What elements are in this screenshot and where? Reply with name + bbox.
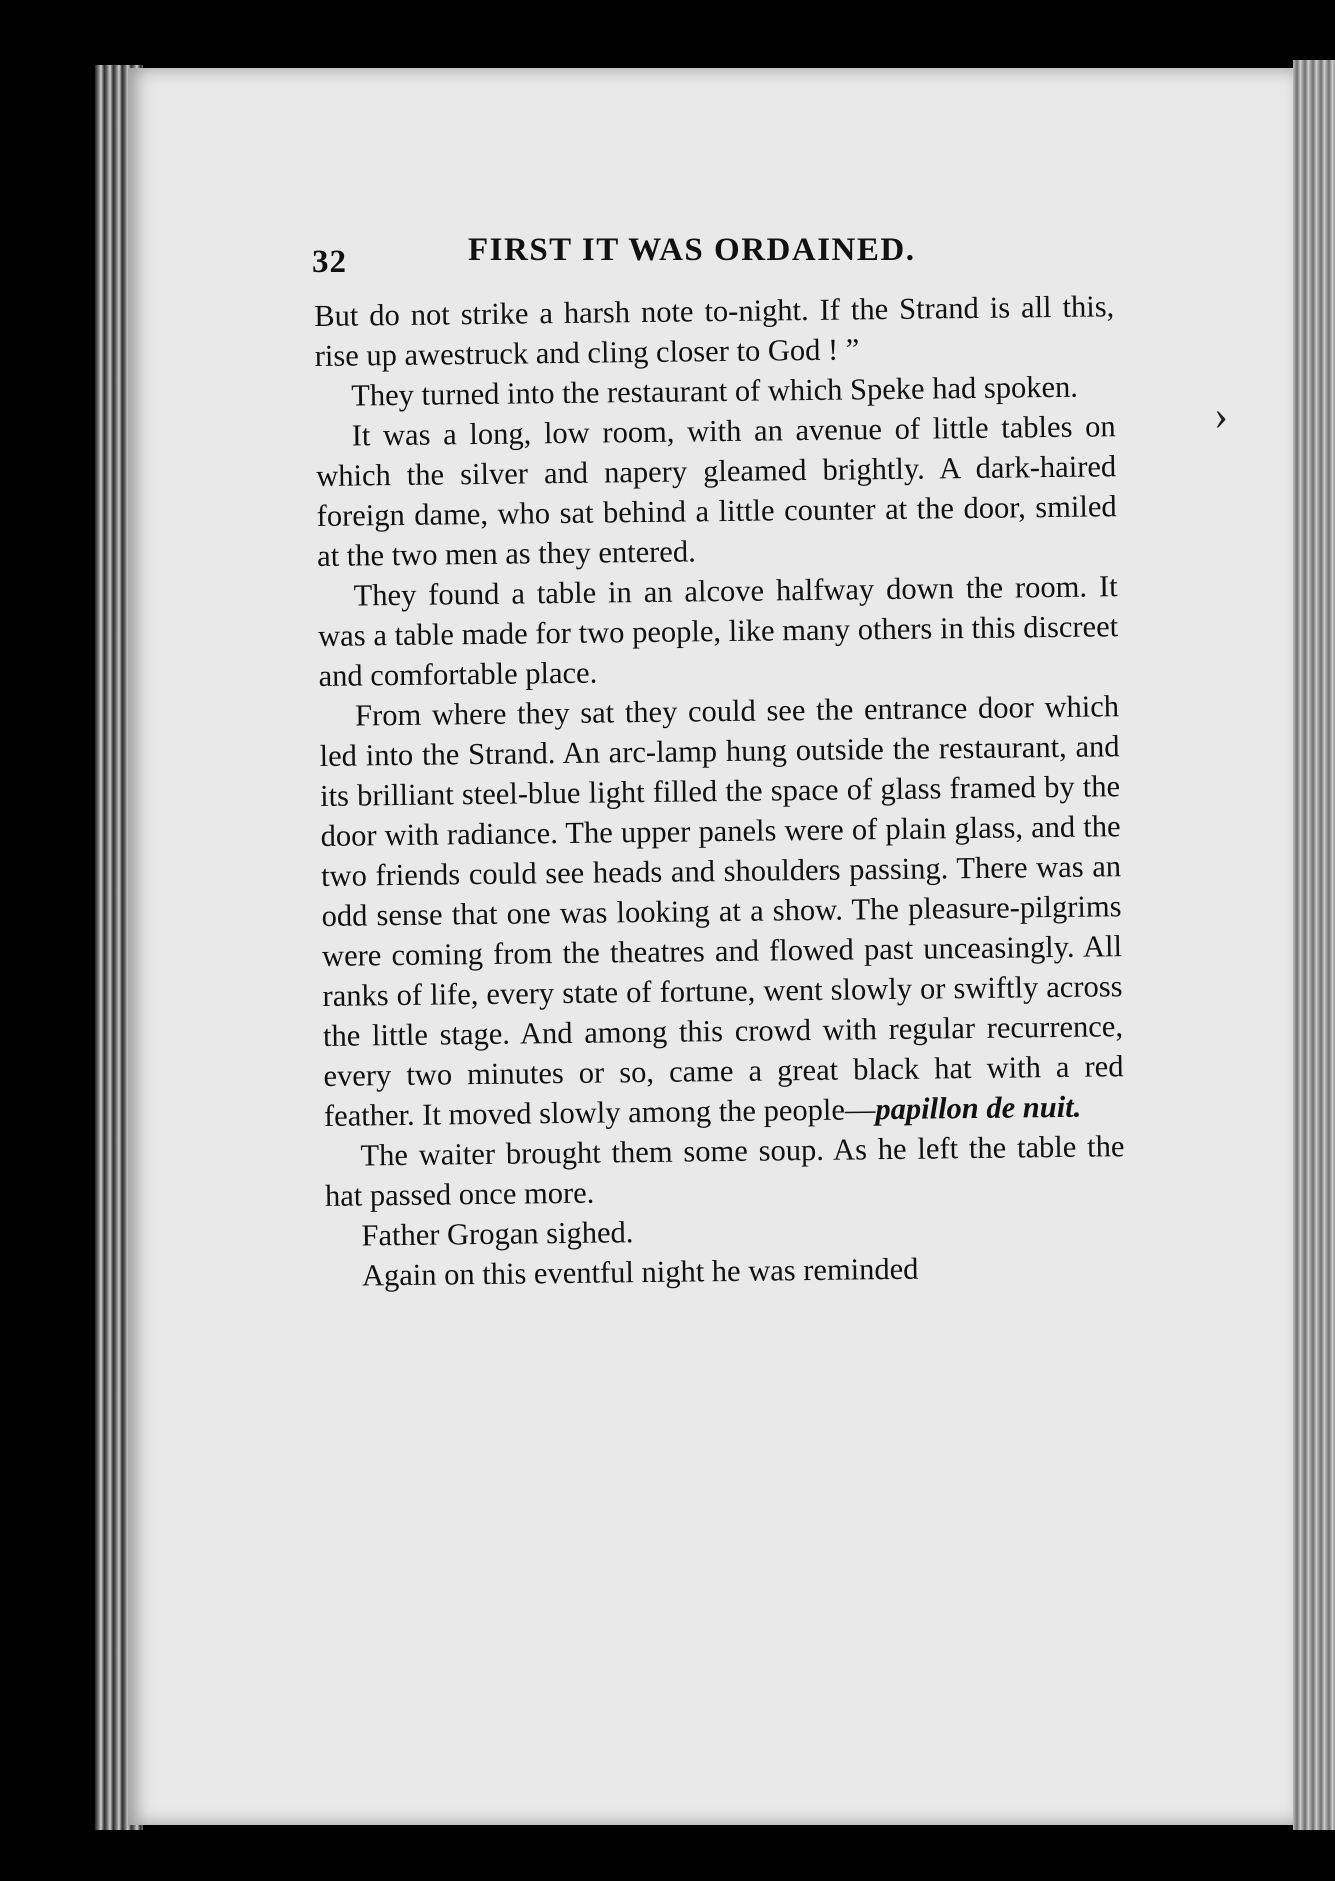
- paragraph-5-text: From where they sat they could see the entrance door which led into the Strand. An arc-lamp hung outside the restaurant, and its brilliant steel-blue light filled the space of glass framed by the door with radiance. The upper panels were of plain glass, and the two friends could see heads and shoulders passing. There was an odd sense that one was looking at a show. The pleasure-pilgrims were coming from the theatres and flowed past unceasingly. All ranks of life, every state of fortune, went slowly or swiftly across the little stage. And among this crowd with regular recurrence, every two minutes or so, came a great black hat with a red feather. It moved slowly among the people—: [319, 689, 1124, 1133]
- page-header: [312, 232, 1132, 282]
- paragraph-4: They found a table in an alcove halfway down the room. It was a table made for two people, like many others in this discreet and comfortable place.: [317, 569, 1119, 693]
- page-number: 32: [312, 244, 347, 280]
- running-title: FIRST IT WAS ORDAINED.: [468, 232, 916, 268]
- paragraph-1: But do not strike a harsh note to-night. If the Strand is all this, rise up awestruck and cling closer to God ! ”: [314, 289, 1115, 373]
- page-edge: [1293, 60, 1335, 1830]
- paragraph-2: They turned into the restaurant of which Speke had spoken.: [351, 369, 1079, 413]
- paragraph-8: Again on this eventful night he was reminded: [361, 1251, 919, 1293]
- paragraph-6: The waiter brought them some soup. As he left the table the hat passed once more.: [324, 1129, 1125, 1213]
- paragraph-3: It was a long, low room, with an avenue of little tables on which the silver and napery gleamed brightly. A dark-haired foreign dame, who sat behind a little counter at the door, smiled at the two men as they entered.: [315, 409, 1117, 573]
- paragraph-5: [319, 686, 1124, 1136]
- body-text: [314, 286, 1126, 1296]
- paragraph-7: Father Grogan sighed.: [361, 1215, 634, 1253]
- margin-mark: ›: [1214, 393, 1228, 439]
- italic-phrase: papillon de nuit.: [875, 1089, 1082, 1127]
